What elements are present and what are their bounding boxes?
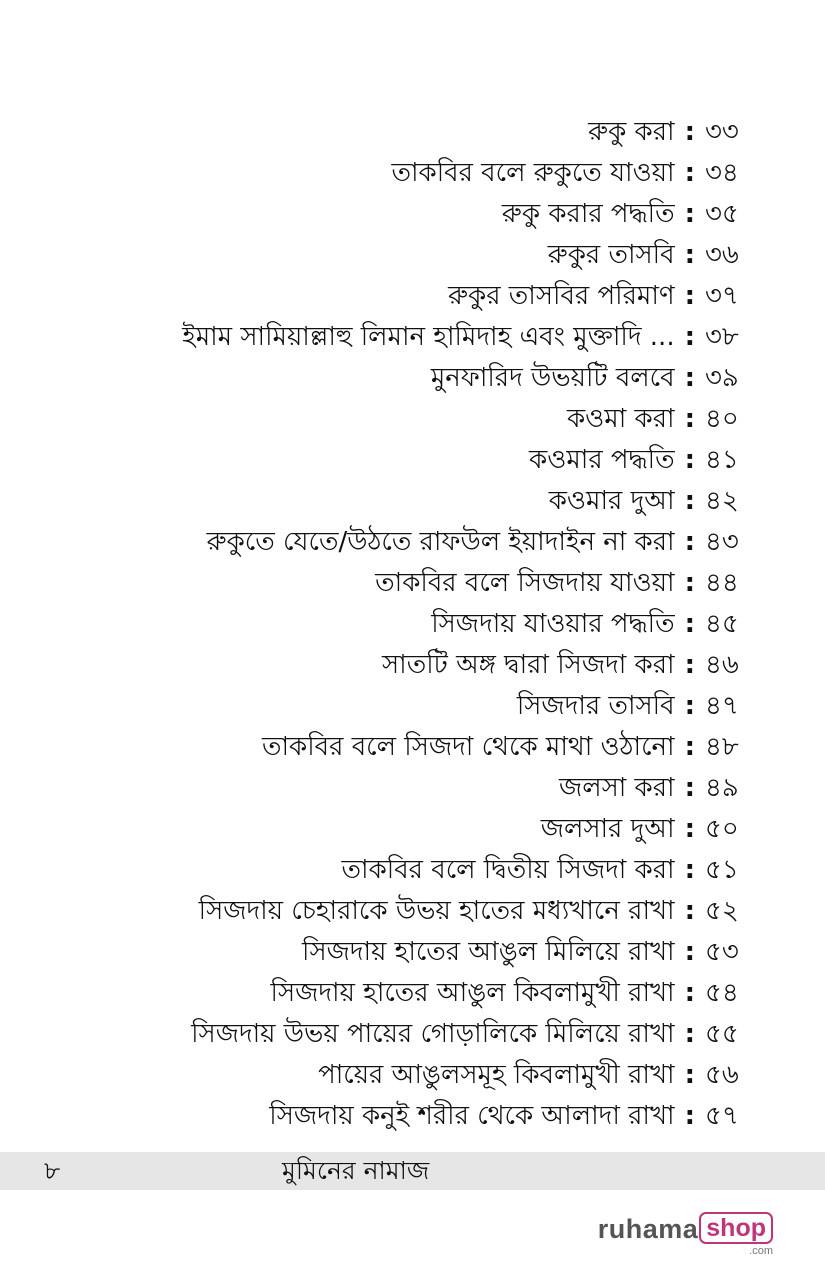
toc-entry-title: তাকবির বলে সিজদা থেকে মাথা ওঠানো — [262, 732, 675, 762]
toc-entry — [60, 481, 743, 522]
toc-entry — [60, 1014, 743, 1055]
toc-entry-title: কওমা করা — [566, 404, 675, 434]
toc-separator: : — [684, 568, 695, 598]
toc-separator: : — [684, 855, 695, 885]
toc-separator: : — [684, 937, 695, 967]
toc-entry — [60, 850, 743, 891]
toc-entry — [60, 686, 743, 727]
toc-entry-title: সিজদায় যাওয়ার পদ্ধতি — [431, 609, 675, 639]
toc-entry — [60, 768, 743, 809]
toc-entry-title: সাতটি অঙ্গ দ্বারা সিজদা করা — [382, 650, 675, 680]
toc-entry — [60, 194, 743, 235]
toc-entry-title: জলসা করা — [558, 773, 675, 803]
toc-entry-page: ৩৯ — [705, 363, 739, 393]
toc-entry-page: ৩৩ — [705, 117, 739, 147]
toc-entry-title: সিজদায় উভয় পায়ের গোড়ালিকে মিলিয়ে রাখা — [191, 1019, 675, 1049]
toc-entry-title: মুনফারিদ উভয়টি বলবে — [430, 363, 675, 393]
toc-entry-page: ৫৪ — [705, 978, 739, 1008]
toc-entry — [60, 932, 743, 973]
book-title: মুমিনের নামাজ — [282, 1156, 430, 1185]
toc-entry-title: সিজদায় কনুই শরীর থেকে আলাদা রাখা — [269, 1101, 675, 1131]
toc-separator: : — [684, 1060, 695, 1090]
toc-separator: : — [684, 322, 695, 352]
toc-entry-page: ৩৭ — [705, 281, 739, 311]
toc-separator: : — [684, 404, 695, 434]
toc-entry-title: কওমার পদ্ধতি — [529, 445, 675, 475]
logo-highlight-text: shop — [699, 1212, 773, 1244]
toc-separator: : — [684, 158, 695, 188]
toc-separator: : — [684, 732, 695, 762]
toc-entry-title: তাকবির বলে সিজদায় যাওয়া — [375, 568, 675, 598]
toc-entry-title: রুকুর তাসবি — [547, 240, 675, 270]
toc-entry — [60, 809, 743, 850]
toc-separator: : — [684, 814, 695, 844]
toc-entry — [60, 645, 743, 686]
table-of-contents — [60, 112, 743, 1137]
toc-entry-page: ৩৬ — [705, 240, 739, 270]
toc-separator: : — [684, 117, 695, 147]
toc-separator: : — [684, 486, 695, 516]
toc-entry — [60, 276, 743, 317]
toc-entry — [60, 727, 743, 768]
toc-separator: : — [684, 1101, 695, 1131]
toc-entry-title: সিজদায় হাতের আঙুল কিবলামুখী রাখা — [270, 978, 675, 1008]
toc-separator: : — [684, 773, 695, 803]
toc-entry-page: ৪৭ — [705, 691, 739, 721]
page-number: ৮ — [44, 1156, 61, 1185]
toc-entry-title: রুকুতে যেতে/উঠতে রাফউল ইয়াদাইন না করা — [206, 527, 675, 557]
toc-entry-page: ৫৩ — [705, 937, 739, 967]
toc-entry-title: সিজদায় হাতের আঙুল মিলিয়ে রাখা — [302, 937, 675, 967]
toc-entry-page: ৪৫ — [705, 609, 739, 639]
toc-entry — [60, 973, 743, 1014]
toc-entry — [60, 1096, 743, 1137]
toc-entry-title: রুকু করার পদ্ধতি — [501, 199, 675, 229]
toc-entry-page: ৫৭ — [705, 1101, 739, 1131]
toc-separator: : — [684, 363, 695, 393]
toc-entry — [60, 522, 743, 563]
toc-entry-page: ৫২ — [705, 896, 739, 926]
toc-entry — [60, 1055, 743, 1096]
toc-entry-page: ৪৯ — [705, 773, 739, 803]
toc-entry-page: ৫১ — [705, 855, 739, 885]
toc-entry-page: ৪২ — [705, 486, 739, 516]
toc-entry-page: ৩৪ — [705, 158, 739, 188]
logo-suffix-text: .com — [749, 1245, 773, 1257]
toc-separator: : — [684, 609, 695, 639]
toc-entry-title: ইমাম সামিয়াল্লাহু লিমান হামিদাহ এবং মুক্তাদি ... — [182, 322, 675, 352]
toc-entry-page: ৫৬ — [705, 1060, 739, 1090]
toc-separator: : — [684, 1019, 695, 1049]
toc-entry-page: ৪৪ — [705, 568, 739, 598]
toc-entry-title: সিজদায় চেহারাকে উভয় হাতের মধ্যখানে রাখা — [198, 896, 675, 926]
toc-entry-page: ৪৬ — [705, 650, 739, 680]
toc-separator: : — [684, 527, 695, 557]
watermark-logo — [598, 1212, 773, 1258]
toc-entry — [60, 891, 743, 932]
toc-entry-page: ৪১ — [705, 445, 739, 475]
toc-entry — [60, 358, 743, 399]
toc-entry — [60, 235, 743, 276]
toc-separator: : — [684, 978, 695, 1008]
toc-entry-page: ৫৫ — [705, 1019, 739, 1049]
toc-entry — [60, 153, 743, 194]
toc-separator: : — [684, 281, 695, 311]
toc-entry — [60, 317, 743, 358]
toc-separator: : — [684, 445, 695, 475]
toc-separator: : — [684, 650, 695, 680]
toc-entry-title: তাকবির বলে দ্বিতীয় সিজদা করা — [341, 855, 675, 885]
toc-entry-title: রুকু করা — [588, 117, 675, 147]
toc-separator: : — [684, 896, 695, 926]
toc-entry-page: ৩৫ — [705, 199, 739, 229]
toc-entry-page: ৪৮ — [705, 732, 739, 762]
toc-entry-title: জলসার দুআ — [540, 814, 675, 844]
toc-entry-title: রুকুর তাসবির পরিমাণ — [448, 281, 675, 311]
toc-separator: : — [684, 240, 695, 270]
toc-entry-page: ৪৩ — [705, 527, 739, 557]
logo-shop-badge — [699, 1212, 773, 1258]
toc-entry — [60, 604, 743, 645]
toc-entry-title: পায়ের আঙুলসমূহ কিবলামুখী রাখা — [318, 1060, 675, 1090]
toc-entry-title: কওমার দুআ — [548, 486, 675, 516]
toc-separator: : — [684, 199, 695, 229]
toc-entry — [60, 563, 743, 604]
toc-entry-page: ৪০ — [705, 404, 739, 434]
toc-entry-page: ৩৮ — [705, 322, 739, 352]
page-footer — [0, 1152, 825, 1190]
toc-entry-title: সিজদার তাসবি — [516, 691, 675, 721]
toc-entry-title: তাকবির বলে রুকুতে যাওয়া — [391, 158, 675, 188]
logo-brand-text: ruhama — [597, 1214, 699, 1244]
toc-entry-page: ৫০ — [705, 814, 739, 844]
toc-entry — [60, 440, 743, 481]
toc-separator: : — [684, 691, 695, 721]
toc-entry — [60, 399, 743, 440]
toc-entry — [60, 112, 743, 153]
